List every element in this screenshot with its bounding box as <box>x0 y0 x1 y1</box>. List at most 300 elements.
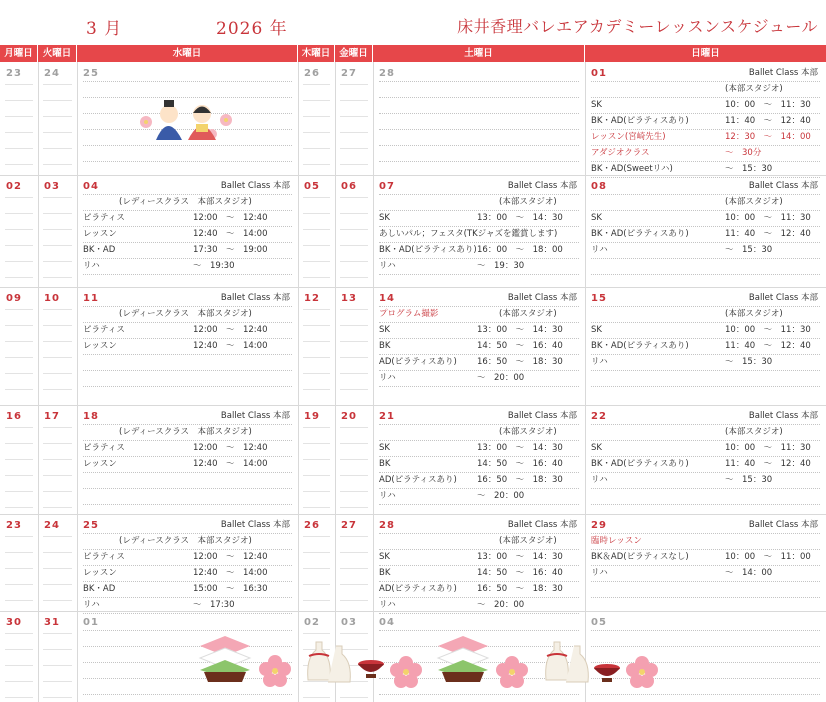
schedule-line <box>379 98 579 114</box>
cell-rule <box>340 491 368 492</box>
cell-rule <box>5 507 33 508</box>
lesson-time: 10：00 ～ 11：30 <box>725 213 811 223</box>
column-divider <box>335 62 336 702</box>
cell-rule <box>303 600 330 601</box>
date-number: 25 <box>83 520 99 531</box>
schedule-line <box>83 441 292 457</box>
studio-label: (本部スタジオ) <box>725 427 783 437</box>
class-name: Ballet Class 本部 <box>220 181 290 191</box>
cell-rule <box>5 459 33 460</box>
schedule-line <box>591 243 820 259</box>
cell-rule <box>5 697 33 698</box>
schedule-line <box>591 162 820 178</box>
weekday-wed: 水曜日 <box>77 45 298 62</box>
lesson-label: リハ <box>379 261 396 271</box>
class-studio <box>83 195 292 211</box>
date-number: 01 <box>83 617 99 628</box>
schedule-line <box>591 489 820 505</box>
cell-rule <box>5 341 33 342</box>
date-number: 06 <box>341 181 357 192</box>
cell-rule <box>43 84 72 85</box>
lesson-label: アダジオクラス <box>591 148 650 158</box>
date-number: 11 <box>83 293 99 304</box>
class-heading <box>591 179 820 195</box>
cell-rule <box>303 536 330 537</box>
lesson-time: ～ 15：30 <box>725 357 773 367</box>
class-studio <box>379 307 579 323</box>
weekday-thu: 木曜日 <box>298 45 335 62</box>
cell-rule <box>5 261 33 262</box>
class-name: Ballet Class 本部 <box>507 181 577 191</box>
lesson-label: レッスン <box>83 341 117 351</box>
schedule-line <box>591 227 820 243</box>
schedule-line <box>591 457 820 473</box>
lesson-time: 16：00 ～ 18：00 <box>477 245 563 255</box>
date-number: 20 <box>341 411 357 422</box>
lesson-time: 12:00 ～ 12:40 <box>193 213 268 223</box>
class-name: Ballet Class 本部 <box>748 293 818 303</box>
schedule-line <box>83 227 292 243</box>
lesson-label: SK <box>379 325 390 335</box>
lesson-label: BK・AD(ピラティスあり) <box>591 229 689 239</box>
cell-rule <box>340 325 368 326</box>
lesson-time: ～ 19：30 <box>477 261 525 271</box>
cell-rule <box>303 148 330 149</box>
studio-label: (本部スタジオ) <box>499 197 557 207</box>
cell-rule <box>340 443 368 444</box>
cell-rule <box>43 132 72 133</box>
class-studio <box>591 631 820 647</box>
lesson-time: 13：00 ～ 14：30 <box>477 443 563 453</box>
cell-rule <box>303 325 330 326</box>
class-name: Ballet Class 本部 <box>220 520 290 530</box>
sake-bottle-icon <box>300 640 360 686</box>
lesson-time: ～ 20：00 <box>477 491 525 501</box>
lesson-label: SK <box>591 213 602 223</box>
cell-rule <box>340 389 368 390</box>
date-number: 29 <box>591 520 607 531</box>
cell-rule <box>340 536 368 537</box>
schedule-line <box>379 211 579 227</box>
schedule-line <box>83 566 292 582</box>
class-studio <box>379 425 579 441</box>
sake-cup-icon <box>592 660 622 686</box>
schedule-line <box>379 243 579 259</box>
lesson-time: 15:00 ～ 16:30 <box>193 584 268 594</box>
cell-rule <box>43 261 72 262</box>
month-label: 3 月 <box>86 19 123 39</box>
date-number: 27 <box>341 68 357 79</box>
cell-rule <box>43 681 72 682</box>
cell-rule <box>43 491 72 492</box>
lesson-label: SK <box>591 443 602 453</box>
class-studio <box>83 534 292 550</box>
date-number: 24 <box>44 520 60 531</box>
lesson-time: 14：50 ～ 16：40 <box>477 459 563 469</box>
lesson-time: 16：50 ～ 18：30 <box>477 475 563 485</box>
class-studio <box>83 631 292 647</box>
cell-rule <box>340 584 368 585</box>
lesson-time: 13：00 ～ 14：30 <box>477 213 563 223</box>
lesson-label: レッスン <box>83 229 117 239</box>
cell-rule <box>5 649 33 650</box>
date-number: 23 <box>6 520 22 531</box>
lesson-time: 16：50 ～ 18：30 <box>477 357 563 367</box>
week-divider <box>0 287 826 288</box>
cell-rule <box>43 443 72 444</box>
schedule-line <box>83 371 292 387</box>
date-number: 31 <box>44 617 60 628</box>
date-number: 01 <box>591 68 607 79</box>
class-name: Ballet Class 本部 <box>507 293 577 303</box>
cell-rule <box>340 100 368 101</box>
schedule-line <box>591 98 820 114</box>
lesson-time: 10：00 ～ 11：00 <box>725 552 811 562</box>
schedule-line <box>83 323 292 339</box>
cell-rule <box>43 325 72 326</box>
cell-rule <box>340 277 368 278</box>
lesson-time: ～ 20：00 <box>477 600 525 610</box>
cell-rule <box>340 84 368 85</box>
cell-rule <box>43 427 72 428</box>
class-name: Ballet Class 本部 <box>748 411 818 421</box>
lesson-label: レッスン <box>83 459 117 469</box>
cell-rule <box>303 229 330 230</box>
class-studio <box>83 425 292 441</box>
cell-rule <box>303 341 330 342</box>
cell-rule <box>303 568 330 569</box>
cell-rule <box>43 507 72 508</box>
lesson-time: 11：40 ～ 12：40 <box>725 341 811 351</box>
cell-rule <box>43 649 72 650</box>
cell-rule <box>5 389 33 390</box>
schedule-line <box>83 473 292 489</box>
lesson-time: ～ 17:30 <box>193 600 235 610</box>
studio-label: (本部スタジオ) <box>499 427 557 437</box>
date-number: 17 <box>44 411 60 422</box>
class-heading <box>379 409 579 425</box>
cell-rule <box>340 116 368 117</box>
week-divider <box>0 405 826 406</box>
cell-rule <box>340 164 368 165</box>
date-number: 19 <box>304 411 320 422</box>
event-label: 臨時レッスン <box>591 536 642 546</box>
cell-rule <box>5 665 33 666</box>
lesson-time: 12:00 ～ 12:40 <box>193 552 268 562</box>
lesson-label: SK <box>379 552 390 562</box>
cell-rule <box>303 116 330 117</box>
cell-rule <box>5 245 33 246</box>
schedule-line <box>379 566 579 582</box>
schedule-line <box>379 146 579 162</box>
cell-rule <box>340 459 368 460</box>
schedule-line <box>591 114 820 130</box>
date-number: 25 <box>83 68 99 79</box>
date-number: 24 <box>44 68 60 79</box>
schedule-line <box>591 355 820 371</box>
schedule-line <box>83 211 292 227</box>
schedule-line <box>83 598 292 614</box>
cell-rule <box>340 475 368 476</box>
cell-rule <box>5 197 33 198</box>
cell-rule <box>5 213 33 214</box>
column-divider <box>77 62 78 702</box>
date-number: 18 <box>83 411 99 422</box>
plum-blossom-icon <box>258 654 292 688</box>
event-label: プログラム撮影 <box>379 309 439 319</box>
cell-rule <box>43 164 72 165</box>
cell-rule <box>303 633 330 634</box>
lesson-label: SK <box>379 443 390 453</box>
lesson-label: BK＆AD(ピラティスなし) <box>591 552 689 562</box>
schedule-line <box>591 259 820 275</box>
cell-rule <box>5 584 33 585</box>
weekday-mon: 月曜日 <box>0 45 38 62</box>
cell-rule <box>5 427 33 428</box>
cell-rule <box>340 148 368 149</box>
date-number: 21 <box>379 411 395 422</box>
lesson-label: リハ <box>83 261 100 271</box>
cell-rule <box>303 459 330 460</box>
schedule-line <box>591 146 820 162</box>
cell-rule <box>340 245 368 246</box>
schedule-line <box>379 441 579 457</box>
column-divider <box>585 62 586 702</box>
lesson-label: リハ <box>591 475 608 485</box>
cell-rule <box>340 552 368 553</box>
studio-label: (本部スタジオ) <box>499 536 557 546</box>
schedule-line <box>379 227 579 243</box>
date-number: 27 <box>341 520 357 531</box>
cell-rule <box>303 697 330 698</box>
sake-cup-icon <box>356 656 386 682</box>
lesson-label: SK <box>591 100 602 110</box>
lesson-label: ピラティス <box>83 443 125 453</box>
date-number: 23 <box>6 68 22 79</box>
schedule-line <box>83 259 292 275</box>
schedule-line <box>379 355 579 371</box>
studio-label: (本部スタジオ) <box>725 84 783 94</box>
cell-rule <box>303 389 330 390</box>
date-number: 28 <box>379 68 395 79</box>
schedule-line <box>379 550 579 566</box>
studio-label: (本部スタジオ) <box>499 309 557 319</box>
schedule-line <box>83 355 292 371</box>
schedule-line <box>379 259 579 275</box>
column-divider <box>38 62 39 702</box>
lesson-label: レッスン <box>83 568 117 578</box>
date-number: 05 <box>304 181 320 192</box>
class-studio <box>591 307 820 323</box>
class-heading <box>83 179 292 195</box>
cell-rule <box>43 357 72 358</box>
date-number: 02 <box>304 617 320 628</box>
lesson-time: 10：00 ～ 11：30 <box>725 443 811 453</box>
cell-rule <box>5 568 33 569</box>
class-heading <box>83 615 292 631</box>
studio-label: (レディースクラス 本部スタジオ) <box>119 309 252 319</box>
cell-rule <box>43 584 72 585</box>
schedule-line <box>83 550 292 566</box>
class-heading <box>591 66 820 82</box>
lesson-time: 12:40 ～ 14:00 <box>193 341 268 351</box>
cell-rule <box>5 164 33 165</box>
cell-rule <box>340 427 368 428</box>
lesson-time: ～ 15：30 <box>725 475 773 485</box>
lesson-time: 10：00 ～ 11：30 <box>725 325 811 335</box>
class-name: Ballet Class 本部 <box>507 520 577 530</box>
lesson-time: 11：40 ～ 12：40 <box>725 459 811 469</box>
lesson-label: BK・AD(ピラティスあり) <box>591 341 689 351</box>
cell-rule <box>5 325 33 326</box>
lesson-time: 12:00 ～ 12:40 <box>193 443 268 453</box>
lesson-label: AD(ピラティスあり) <box>379 357 457 367</box>
studio-label: (レディースクラス 本部スタジオ) <box>119 427 252 437</box>
lesson-time: ～ 15：30 <box>725 245 773 255</box>
lesson-label: あしいパル；フェスタ(TKジャズを鑑賞します) <box>379 229 558 239</box>
cell-rule <box>5 681 33 682</box>
cell-rule <box>5 116 33 117</box>
weekday-sat: 土曜日 <box>373 45 585 62</box>
cell-rule <box>5 475 33 476</box>
cell-rule <box>303 552 330 553</box>
hishimochi-icon <box>434 634 492 684</box>
cell-rule <box>5 552 33 553</box>
cell-rule <box>303 100 330 101</box>
cell-rule <box>5 443 33 444</box>
cell-rule <box>5 536 33 537</box>
schedule-line <box>379 339 579 355</box>
lesson-time: ～ 14：00 <box>725 568 773 578</box>
cell-rule <box>303 261 330 262</box>
year-label: 2026 年 <box>216 19 288 39</box>
date-number: 14 <box>379 293 395 304</box>
cell-rule <box>340 132 368 133</box>
schedule-line <box>591 582 820 598</box>
lesson-label: AD(ピラティスあり) <box>379 475 457 485</box>
class-heading <box>379 179 579 195</box>
cell-rule <box>5 229 33 230</box>
lesson-time: 12:40 ～ 14:00 <box>193 229 268 239</box>
schedule-line <box>83 339 292 355</box>
date-number: 16 <box>6 411 22 422</box>
class-name: Ballet Class 本部 <box>748 520 818 530</box>
cell-rule <box>303 164 330 165</box>
cell-rule <box>5 373 33 374</box>
date-number: 26 <box>304 520 320 531</box>
lesson-label: BK・AD <box>83 584 116 594</box>
date-number: 10 <box>44 293 60 304</box>
cell-rule <box>340 213 368 214</box>
class-studio <box>591 82 820 98</box>
lesson-label: BK <box>379 341 391 351</box>
lesson-time: 12：30 ～ 14：00 <box>725 132 811 142</box>
date-number: 26 <box>304 68 320 79</box>
studio-label: (レディースクラス 本部スタジオ) <box>119 197 252 207</box>
schedule-line <box>379 489 579 505</box>
lesson-label: BK・AD(ピラティスあり) <box>379 245 477 255</box>
cell-rule <box>5 132 33 133</box>
lesson-time: 16：50 ～ 18：30 <box>477 584 563 594</box>
date-number: 08 <box>591 181 607 192</box>
schedule-line <box>591 473 820 489</box>
weekday-sun: 日曜日 <box>691 48 720 59</box>
cell-rule <box>303 197 330 198</box>
class-name: Ballet Class 本部 <box>748 68 818 78</box>
lesson-time: 13：00 ～ 14：30 <box>477 325 563 335</box>
schedule-line <box>591 339 820 355</box>
cell-rule <box>5 148 33 149</box>
class-studio <box>591 534 820 550</box>
schedule-line <box>83 243 292 259</box>
lesson-time: 12:40 ～ 14:00 <box>193 459 268 469</box>
cell-rule <box>5 100 33 101</box>
class-studio <box>379 534 579 550</box>
class-name: Ballet Class 本部 <box>507 411 577 421</box>
cell-rule <box>303 309 330 310</box>
cell-rule <box>43 459 72 460</box>
schedule-line <box>379 323 579 339</box>
weekday-header-bar <box>0 45 826 62</box>
lesson-time: 10：00 ～ 11：30 <box>725 100 811 110</box>
lesson-time: ～ 15：30 <box>725 164 773 174</box>
schedule-line <box>591 130 820 146</box>
lesson-label: ピラティス <box>83 213 125 223</box>
cell-rule <box>43 568 72 569</box>
studio-label: (本部スタジオ) <box>725 309 783 319</box>
cell-rule <box>43 197 72 198</box>
date-number: 22 <box>591 411 607 422</box>
schedule-line <box>379 371 579 387</box>
schedule-line <box>379 457 579 473</box>
class-heading <box>379 518 579 534</box>
cell-rule <box>43 100 72 101</box>
class-heading <box>591 615 820 631</box>
sake-bottle-icon <box>538 640 598 686</box>
lesson-label: リハ <box>379 600 396 610</box>
column-divider <box>298 62 299 702</box>
cell-rule <box>43 389 72 390</box>
schedule-line <box>379 114 579 130</box>
lesson-label: リハ <box>379 491 396 501</box>
schedule-title: 床井香理バレエアカデミーレッスンスケジュール <box>457 17 818 36</box>
lesson-time: 17:30 ～ 19:00 <box>193 245 268 255</box>
cell-rule <box>340 373 368 374</box>
class-heading <box>83 518 292 534</box>
cell-rule <box>43 116 72 117</box>
hishimochi-icon <box>196 634 254 684</box>
class-studio <box>379 195 579 211</box>
cell-rule <box>5 600 33 601</box>
cell-rule <box>43 341 72 342</box>
cell-rule <box>43 552 72 553</box>
date-number: 12 <box>304 293 320 304</box>
class-studio <box>591 195 820 211</box>
cell-rule <box>340 341 368 342</box>
cell-rule <box>340 261 368 262</box>
cell-rule <box>43 277 72 278</box>
class-heading <box>591 518 820 546</box>
lesson-time: ～ 19:30 <box>193 261 235 271</box>
lesson-label: BK <box>379 568 391 578</box>
schedule-line <box>591 566 820 582</box>
lesson-label: リハ <box>379 373 396 383</box>
schedule-line <box>379 582 579 598</box>
cell-rule <box>303 427 330 428</box>
class-name: Ballet Class 本部 <box>220 411 290 421</box>
cell-rule <box>5 491 33 492</box>
lesson-label: BK・AD(Sweetリハ) <box>591 164 673 174</box>
